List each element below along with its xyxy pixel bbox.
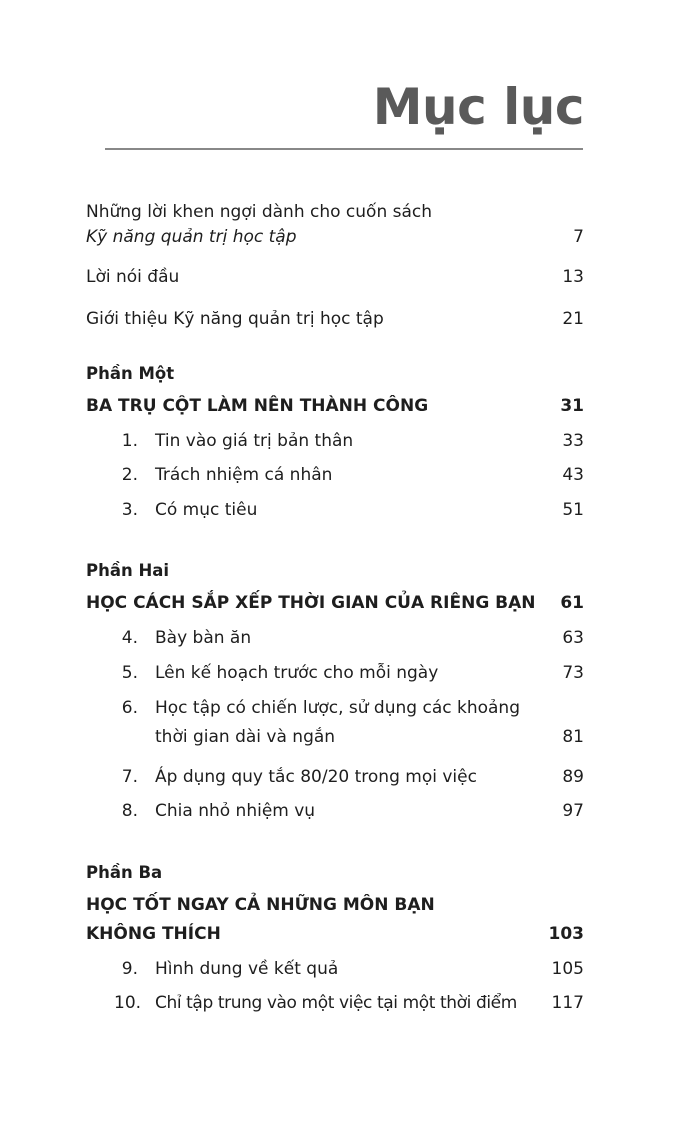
chapter-title: thời gian dài và ngắn [155, 727, 336, 747]
chapter-number: 10. [114, 993, 142, 1013]
page-title: Mục lục [372, 78, 584, 136]
chapter-title: Lên kế hoạch trước cho mỗi ngày [155, 663, 439, 683]
toc-page-number: 105 [551, 959, 584, 979]
toc-page-number: 13 [562, 267, 584, 287]
toc-page-number: 61 [560, 593, 584, 613]
toc-page-number: 33 [562, 431, 584, 451]
chapter-title: Chỉ tập trung vào một việc tại một thời điểm [155, 993, 517, 1013]
toc-page-number: 7 [573, 227, 584, 247]
chapter-number: 4. [121, 628, 138, 648]
chapter-number: 5. [121, 663, 138, 683]
chapter-number: 8. [121, 801, 138, 821]
toc-entry-label: Lời nói đầu [86, 267, 180, 287]
chapter-title: Có mục tiêu [155, 500, 258, 520]
toc-page-number: 89 [562, 767, 584, 787]
chapter-title: Áp dụng quy tắc 80/20 trong mọi việc [155, 767, 477, 787]
chapter-title: Học tập có chiến lược, sử dụng các khoảng [155, 698, 520, 718]
toc-page-number: 21 [562, 309, 584, 329]
toc-page-number: 73 [562, 663, 584, 683]
chapter-number: 7. [121, 767, 138, 787]
chapter-number: 1. [121, 431, 138, 451]
chapter-title: Tin vào giá trị bản thân [155, 431, 354, 451]
chapter-title: Bày bàn ăn [155, 628, 252, 648]
toc-page-number: 103 [548, 924, 584, 944]
chapter-number: 2. [121, 465, 138, 485]
chapter-title: Hình dung về kết quả [155, 959, 339, 979]
toc-page-number: 63 [562, 628, 584, 648]
toc-page-number: 51 [562, 500, 584, 520]
chapter-title: Trách nhiệm cá nhân [155, 465, 333, 485]
chapter-number: 3. [121, 500, 138, 520]
title-rule [105, 148, 583, 150]
toc-entry-label: Những lời khen ngợi dành cho cuốn sách [86, 202, 433, 222]
toc-entry-label: Kỹ năng quản trị học tập [86, 227, 297, 247]
toc-page-number: 117 [551, 993, 584, 1013]
toc-page-number: 31 [560, 396, 584, 416]
toc-entry-label: Giới thiệu Kỹ năng quản trị học tập [86, 309, 384, 329]
toc-page-number: 97 [562, 801, 584, 821]
chapter-number: 9. [121, 959, 138, 979]
toc-page-number: 43 [562, 465, 584, 485]
chapter-number: 6. [121, 698, 138, 718]
toc-page-number: 81 [562, 727, 584, 747]
chapter-title: Chia nhỏ nhiệm vụ [155, 801, 316, 821]
